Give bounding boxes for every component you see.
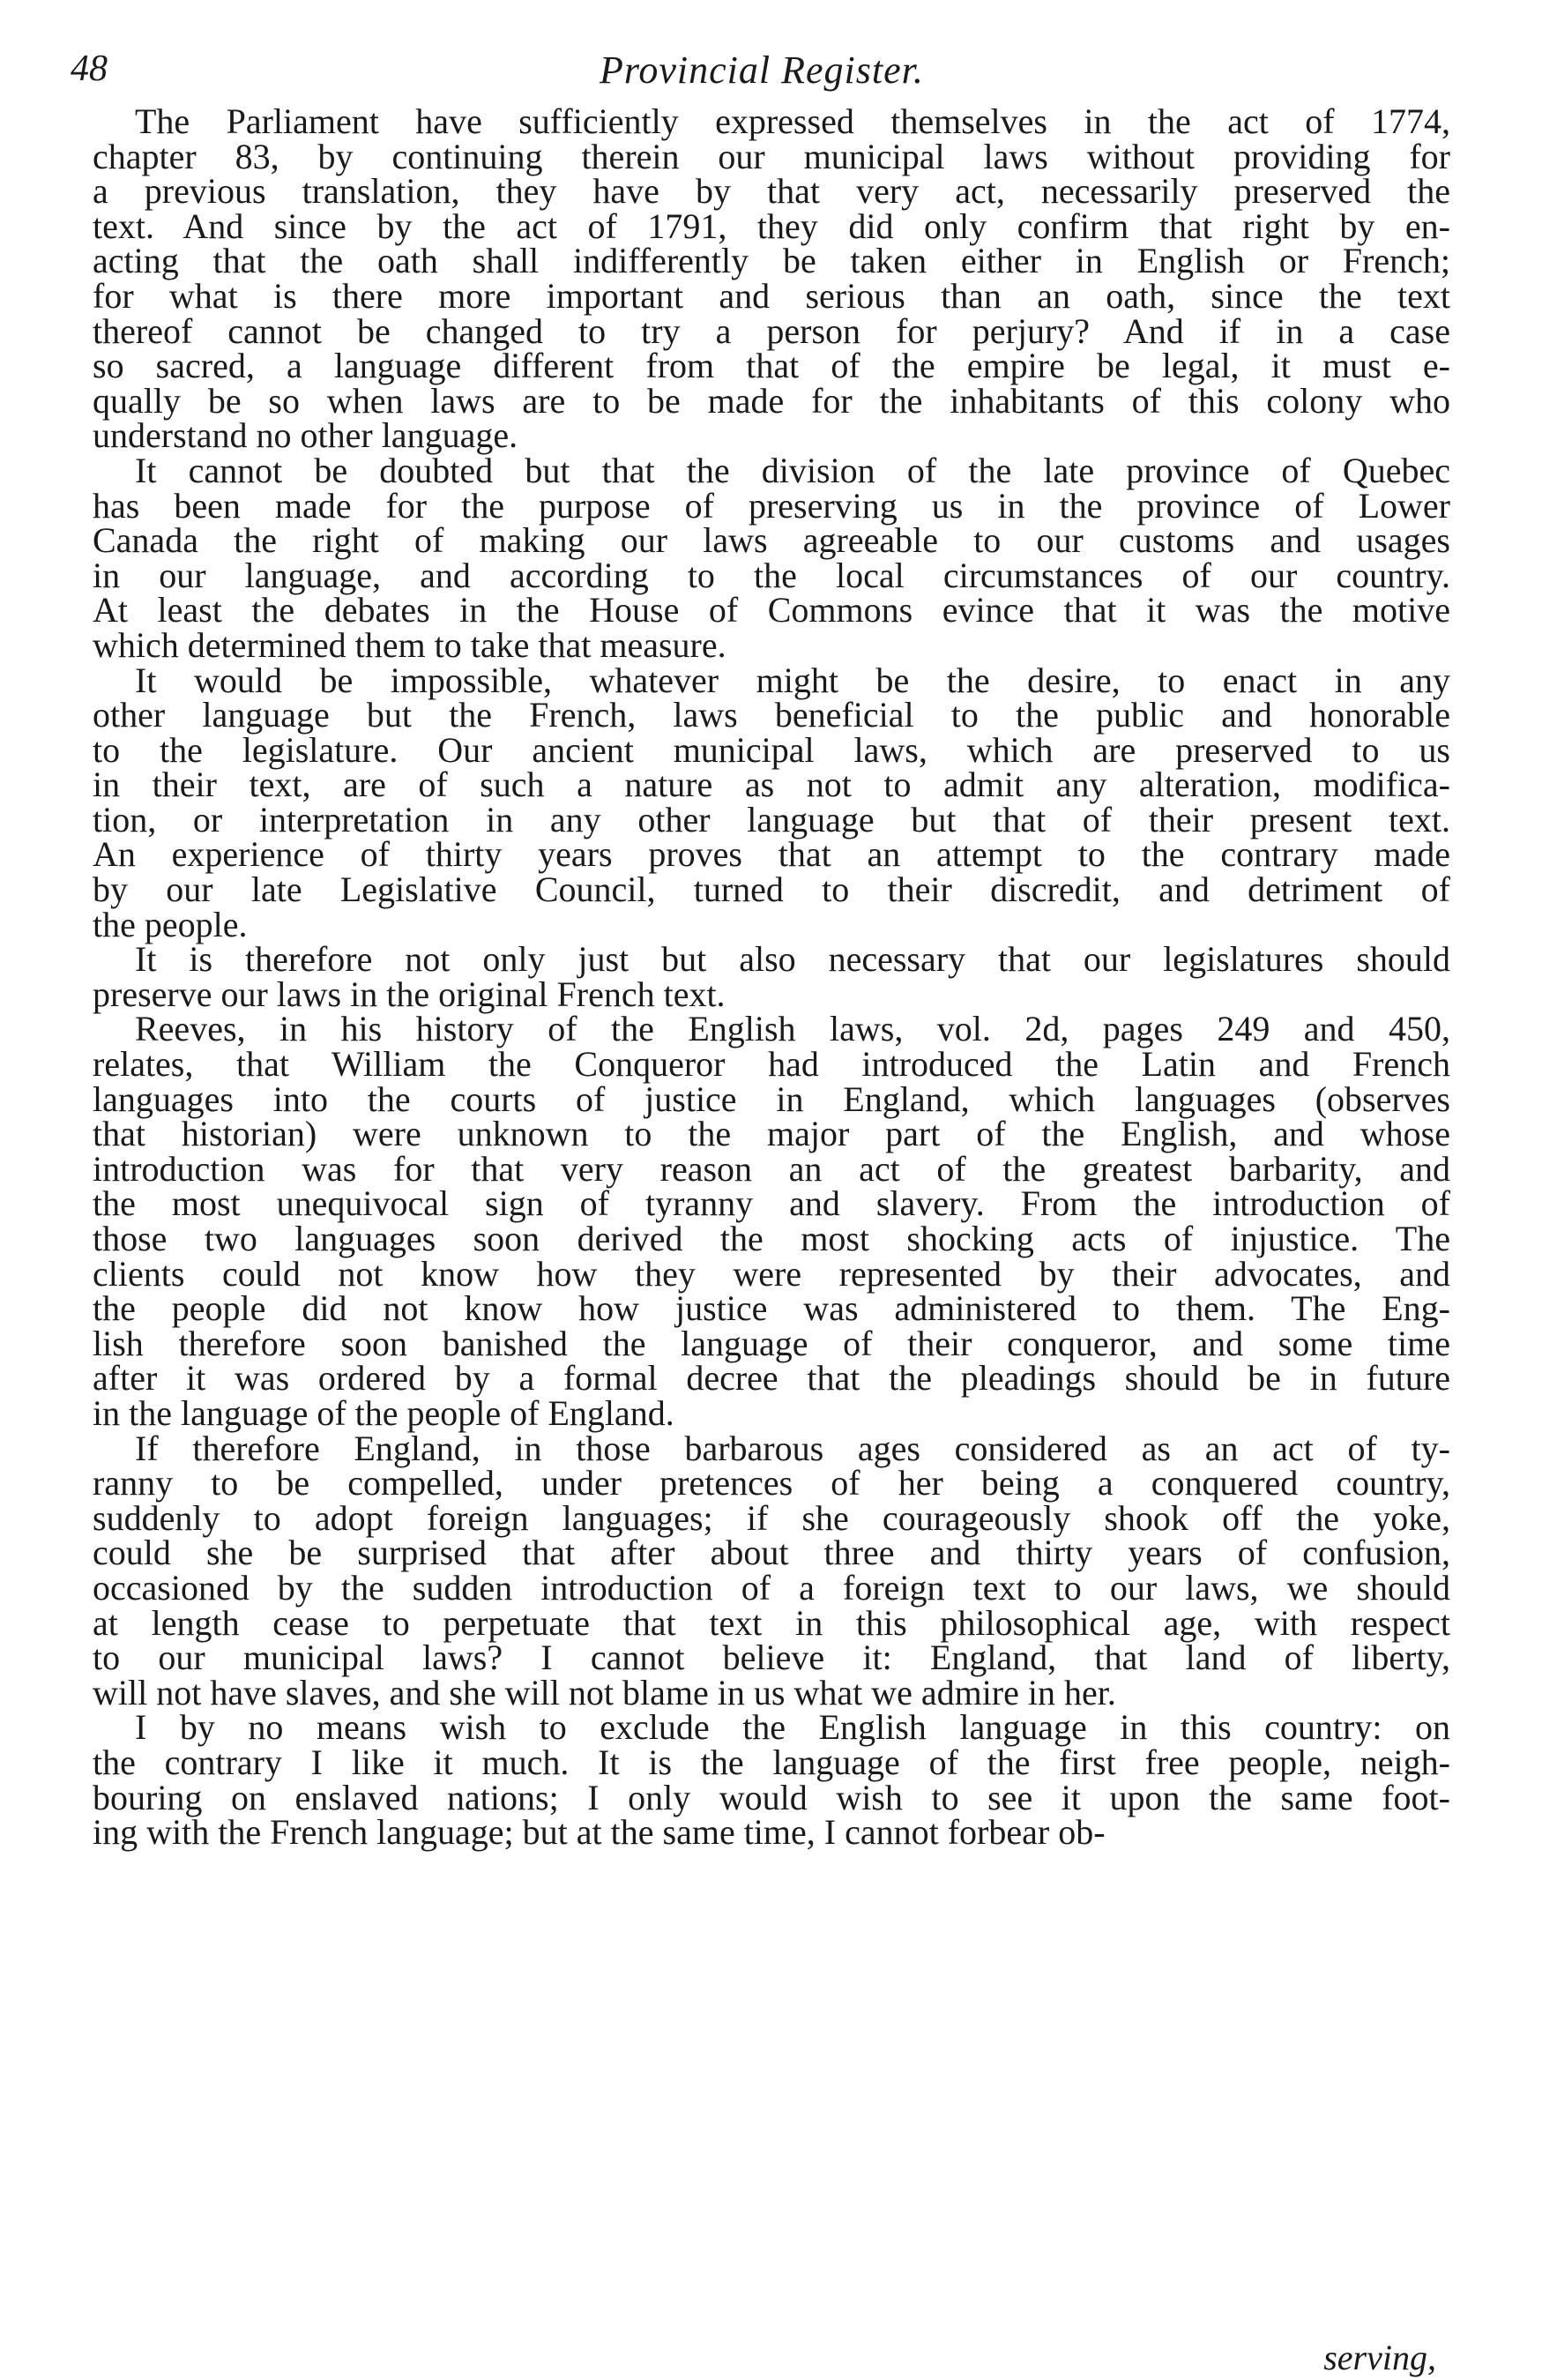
text-line: ing with the French language; but at the same time, I cannot forbear ob-: [93, 1812, 1106, 1853]
text-line: occasioned by the sudden introduction of a foreign text to our laws, we should: [93, 1567, 1450, 1608]
text-line: bouring on enslaved nations; I only would wish to see it upon the same foot-: [93, 1777, 1450, 1817]
text-line: has been made for the purpose of preserving us in the province of Lower: [93, 485, 1450, 526]
page-header: [71, 48, 1446, 101]
paragraph: [93, 1707, 1450, 1853]
text-line: ranny to be compelled, under pretences of her being a conquered country,: [93, 1463, 1450, 1503]
text-line: that historian) were unknown to the major part of the English, and whose: [93, 1114, 1450, 1154]
text-line: in our language, and according to the local circumstances of our country.: [93, 555, 1450, 595]
text-line: It cannot be doubted but that the division of the late province of Quebec: [135, 450, 1450, 490]
text-line: The Parliament have sufficiently expressed themselves in the act of 1774,: [135, 101, 1450, 141]
text-line: suddenly to adopt foreign languages; if she courageously shook off the yoke,: [93, 1497, 1450, 1538]
text-line: acting that the oath shall indifferently be taken either in English or French;: [93, 241, 1450, 281]
text-line: the most unequivocal sign of tyranny and slavery. From the introduction of: [93, 1183, 1450, 1224]
body-text: [93, 101, 1450, 1853]
text-line: a previous translation, they have by that very act, necessarily preserved the: [93, 171, 1450, 212]
text-line: for what is there more important and serious than an oath, since the text: [93, 275, 1450, 316]
text-line: It is therefore not only just but also necessary that our legislatures should: [135, 939, 1450, 980]
text-line: by our late Legislative Council, turned to their discredit, and detriment of: [93, 869, 1450, 910]
text-line: could she be surprised that after about three and thirty years of confusion,: [93, 1533, 1450, 1573]
catchword: serving,: [1323, 2338, 1436, 2377]
text-line: An experience of thirty years proves that an attempt to the contrary made: [93, 834, 1450, 875]
paragraph: [93, 939, 1450, 1014]
text-line: languages into the courts of justice in England, which languages (observes: [93, 1078, 1450, 1119]
text-line: to our municipal laws? I cannot believe it: England, that land of liberty,: [93, 1638, 1450, 1678]
text-line: those two languages soon derived the most shocking acts of injustice. The: [93, 1219, 1450, 1258]
text-line: qually be so when laws are to be made for the inhabitants of this colony who: [93, 380, 1450, 421]
text-line: Canada the right of making our laws agreeable to our customs and usages: [93, 520, 1450, 561]
paragraph: [93, 1009, 1450, 1433]
text-line: thereof cannot be changed to try a person for perjury? And if in a case: [93, 310, 1450, 351]
running-head: Provincial Register.: [600, 48, 924, 92]
text-line: introduction was for that very reason an act of the greatest barbarity, and: [93, 1148, 1450, 1189]
text-line: preserve our laws in the original French text.: [93, 974, 726, 1014]
text-line: the people.: [93, 904, 248, 944]
paragraph: [93, 1428, 1450, 1712]
text-line: Reeves, in his history of the English laws, vol. 2d, pages 249 and 450,: [135, 1009, 1450, 1049]
text-line: at length cease to perpetuate that text in this philosophical age, with respect: [93, 1602, 1450, 1643]
text-line: the contrary I like it much. It is the language of the first free people, neigh-: [93, 1742, 1450, 1782]
text-line: will not have slaves, and she will not blame in us what we admire in her.: [93, 1672, 1116, 1712]
text-line: At least the debates in the House of Commons evince that it was the motive: [93, 590, 1450, 630]
text-line: lish therefore soon banished the language of their conqueror, and some time: [93, 1323, 1450, 1363]
text-line: the people did not know how justice was administered to them. The Eng-: [93, 1288, 1450, 1329]
paragraph: [93, 660, 1450, 944]
text-line: text. And since by the act of 1791, they did only confirm that right by en-: [93, 205, 1450, 246]
text-line: after it was ordered by a formal decree that the pleadings should be in future: [93, 1358, 1450, 1399]
text-line: chapter 83, by continuing therein our municipal laws without providing for: [93, 136, 1450, 176]
text-line: tion, or interpretation in any other language but that of their present text.: [93, 799, 1450, 839]
text-line: understand no other language.: [93, 415, 518, 456]
text-line: in their text, are of such a nature as not to admit any alteration, modifica-: [93, 765, 1450, 805]
text-line: in the language of the people of England.: [93, 1392, 674, 1433]
text-line: clients could not know how they were represented by their advocates, and: [93, 1253, 1450, 1294]
text-line: to the legislature. Our ancient municipal laws, which are preserved to us: [93, 729, 1450, 770]
paragraph: [93, 101, 1450, 456]
text-line: which determined them to take that measure.: [93, 624, 726, 665]
paragraph: [93, 450, 1450, 665]
text-line: I by no means wish to exclude the English language in this country: on: [135, 1707, 1450, 1748]
text-line: It would be impossible, whatever might be the desire, to enact in any: [135, 660, 1450, 700]
text-line: relates, that William the Conqueror had introduced the Latin and French: [93, 1044, 1450, 1085]
text-line: other language but the French, laws beneficial to the public and honorable: [93, 695, 1450, 735]
text-line: so sacred, a language different from that of the empire be legal, it must e-: [93, 346, 1450, 386]
page-number: 48: [71, 48, 108, 89]
text-line: If therefore England, in those barbarous ages considered as an act of ty-: [135, 1428, 1450, 1468]
